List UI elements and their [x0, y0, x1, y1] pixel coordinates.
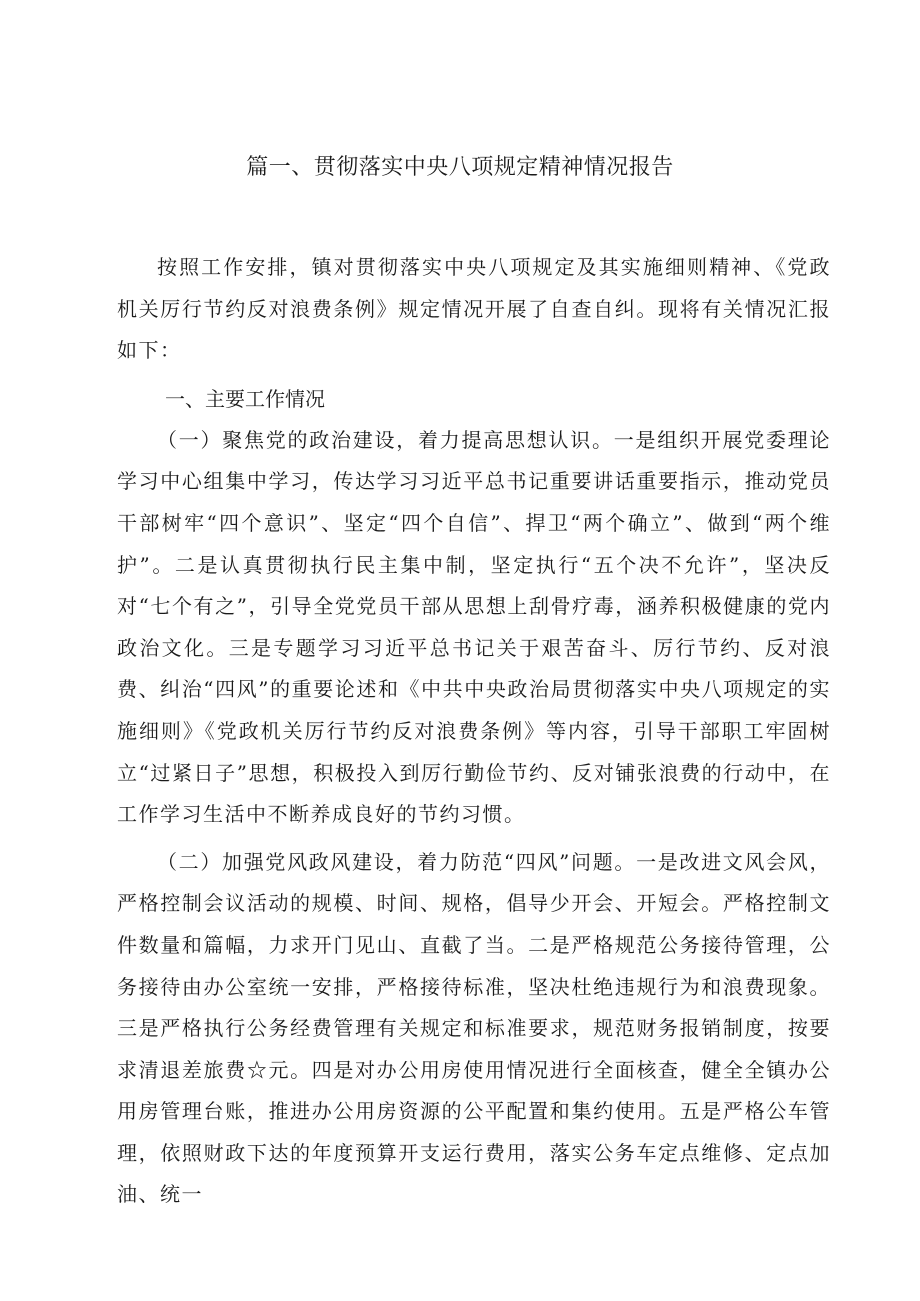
- document-title: 篇一、贯彻落实中央八项规定精神情况报告: [246, 155, 674, 180]
- body-paragraph-1: （一）聚焦党的政治建设，着力提高思想认识。一是组织开展党委理论学习中心组集中学习，传达学习习近平总书记重要讲话重要指示，推动党员干部树牢“四个意识”、坚定“四个自信”、捍卫“两个确立”、做到“两个维护”。二是认真贯彻执行民主集中制，坚定执行“五个决不允许”，坚决反对“七个有之”，引导全党党员干部从思想上刮骨疗毒，涵养积极健康的党内政治文化。三是专题学习习近平总书记关于艰苦奋斗、厉行节约、反对浪费、纠治“四风”的重要论述和《中共中央政治局贯彻落实中央八项规定的实施细则》《党政机关厉行节约反对浪费条例》等内容，引导干部职工牢固树立“过紧日子”思想，积极投入到厉行勤俭节约、反对铺张浪费的行动中，在工作学习生活中不断养成良好的节约习惯。: [117, 427, 831, 827]
- intro-paragraph: 按照工作安排，镇对贯彻落实中央八项规定及其实施细则精神、《党政机关厉行节约反对浪费条例》规定情况开展了自查自纠。现将有关情况汇报如下：: [117, 255, 831, 363]
- section-heading: 一、主要工作情况: [165, 386, 325, 411]
- body-paragraph-2: （二）加强党风政风建设，着力防范“四风”问题。一是改进文风会风，严格控制会议活动的规模、时间、规格，倡导少开会、开短会。严格控制文件数量和篇幅，力求开门见山、直截了当。二是严格规范公务接待管理，公务接待由办公室统一安排，严格接待标准，坚决杜绝违规行为和浪费现象。三是严格执行公务经费管理有关规定和标准要求，规范财务报销制度，按要求清退差旅费☆元。四是对办公用房使用情况进行全面核查，健全全镇办公用房管理台账，推进办公用房资源的公平配置和集约使用。五是严格公车管理，依照财政下达的年度预算开支运行费用，落实公务车定点维修、定点加油、统一: [117, 849, 831, 1207]
- document-body: [117, 247, 831, 1216]
